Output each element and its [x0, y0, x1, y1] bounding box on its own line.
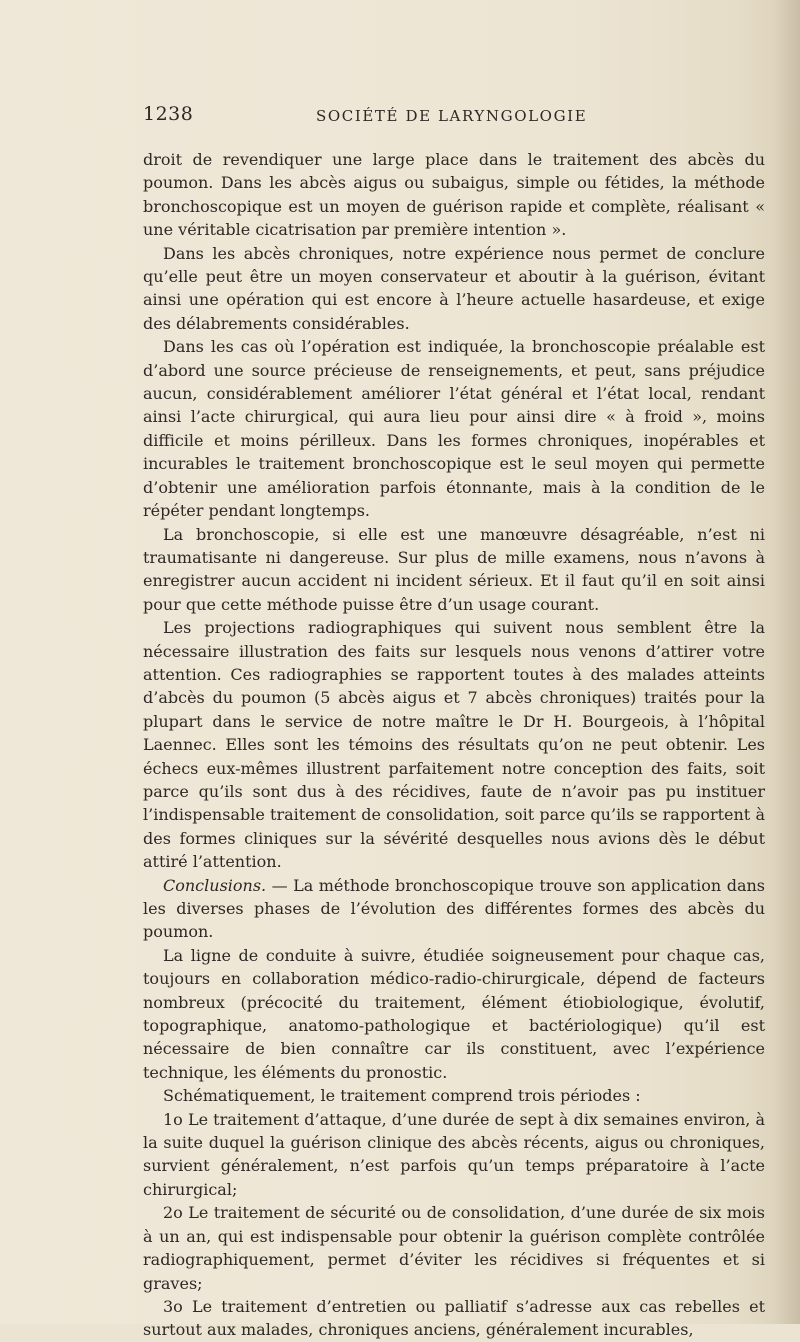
page-header: [143, 103, 765, 133]
paragraph: Dans les abcès chroniques, notre expérience nous permet de conclure qu’elle peut être un moyen conservateur et aboutir à la guérison, évitant ainsi une opération qui est encore à l’heure actuelle hasardeuse, et exige des délabrements considérables.: [143, 243, 765, 333]
paragraph: droit de revendiquer une large place dans le traitement des abcès du poumon. Dans les abcès aigus ou subaigus, simple ou fétides, la méthode bronchoscopique est un moyen de guérison rapide et complète, réalisant « une véritable cicatrisation par première intention ».: [143, 150, 765, 240]
conclusions-paragraph: [143, 874, 765, 944]
paragraph: La bronchoscopie, si elle est une manœuvre désagréable, n’est ni traumatisante ni dangereuse. Sur plus de mille examens, nous n’avons à enregistrer aucun accident ni incident sérieux. Et il faut qu’il en soit ainsi pour que cette méthode puisse être d’un usage courant.: [143, 524, 765, 614]
paragraph: Dans les cas où l’opération est indiquée, la bronchoscopie préalable est d’abord une source précieuse de renseignements, et peut, sans préjudice aucun, considérablement améliorer l’état général et l’état local, rendant ainsi l’acte chirurgical, qui aura lieu pour ainsi dire « à froid », moins difficile et moins périlleux. Dans les formes chroniques, inopérables et incurables le traitement bronchoscopique est le seul moyen qui permette d’obtenir une amélioration parfois étonnante, mais à la condition de le répéter pendant longtemps.: [143, 337, 765, 521]
conclusions-label: Conclusions.: [163, 875, 267, 895]
paragraph: Schématiquement, le traitement comprend trois périodes :: [163, 1086, 641, 1106]
paragraph: Les projections radiographiques qui suivent nous semblent être la nécessaire illustration des faits sur lesquels nous venons d’attirer votre attention. Ces radiographies se rapportent toutes à des malades atteints d’abcès du poumon (5 abcès aigus et 7 abcès chroniques) traités pour la plupart dans le service de notre maître le Dr H. Bourgeois, à l’hôpital Laennec. Elles sont les témoins des résultats qu’on ne peut obtenir. Les échecs eux-mêmes illustrent parfaitement notre conception des faits, soit parce qu’ils sont dus à des récidives, faute de n’avoir pas pu instituer l’indispensable traitement de consolidation, soit parce qu’ils se rapportent à des formes cliniques sur la sévérité desquelles nous avions dès le début attiré l’attention.: [143, 618, 765, 872]
list-item-3: 3o Le traitement d’entretien ou palliatif s’adresse aux cas rebelles et surtout aux malades, chroniques anciens, généralement incurables,: [143, 1296, 765, 1340]
list-item-1: 1o Le traitement d’attaque, d’une durée de sept à dix semaines environ, à la suite duquel la guérison clinique des abcès récents, aigus ou chroniques, survient généralement, n’est parfois qu’un temps préparatoire à l’acte chirurgical;: [143, 1109, 765, 1199]
list-item-2: 2o Le traitement de sécurité ou de consolidation, d’une durée de six mois à un an, qui est indispensable pour obtenir la guérison complète contrôlée radiographiquement, permet d’éviter les récidives si fréquentes et si graves;: [143, 1203, 765, 1293]
conclusions-text: — La méthode bronchoscopique trouve son application dans les diverses phases de l’évolution des différentes formes des abcès du poumon.: [143, 875, 765, 942]
page-number: 1238: [143, 103, 194, 125]
body-text: [143, 148, 765, 1342]
paragraph: La ligne de conduite à suivre, étudiée soigneusement pour chaque cas, toujours en collaboration médico-radio-chirurgicale, dépend de facteurs nombreux (précocité du traitement, élément étiobiologique, évolutif, topographique, anatomo-pathologique et bactériologique) qu’il est nécessaire de bien connaître car ils constituent, avec l’expérience technique, les éléments du pronostic.: [143, 945, 765, 1082]
running-head: SOCIÉTÉ DE LARYNGOLOGIE: [316, 107, 588, 125]
page-edge-shadow: [774, 0, 800, 1324]
